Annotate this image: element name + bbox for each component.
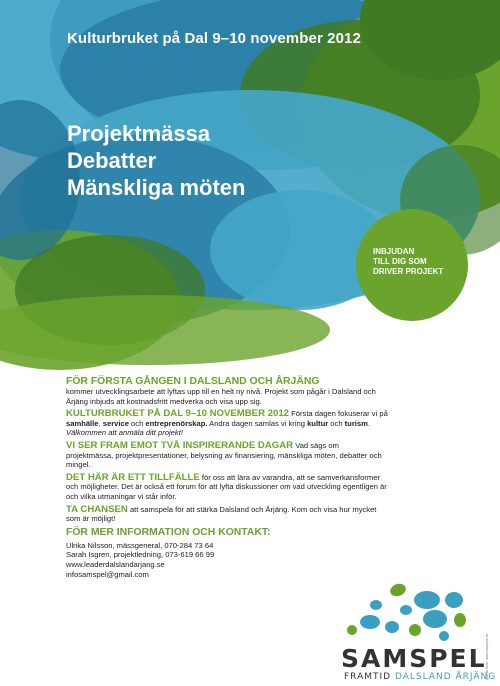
invitation-badge: [373, 247, 443, 277]
keyword-turism: turism: [344, 418, 368, 428]
kulturbruket-text: Andra dagen samlas vi kring: [207, 418, 308, 428]
intro-block: [66, 376, 388, 406]
kulturbruket-text: och: [128, 418, 146, 428]
event-title: Kulturbruket på Dal 9–10 november 2012: [67, 30, 361, 47]
headline-line: Debatter: [67, 148, 157, 173]
logo-tagline: [344, 672, 496, 682]
kulturbruket-text: ,: [98, 418, 103, 428]
kulturbruket-block: [66, 409, 388, 438]
logo-tagline-framtid: FRAMTID: [344, 672, 395, 682]
days-block: [66, 441, 388, 470]
design-credit: grafisk form: www.example.se: [485, 633, 489, 680]
keyword-service: service: [102, 418, 129, 428]
opportunity-text: för oss att lära av varandra, att se samverkansformer och möjligheter. Det är också ett forum för att lyfta diskussioner om vad utveckling egentligen är och vilka utmaningar vi står inför.: [66, 472, 387, 501]
contact-heading: FÖR MER INFORMATION OCH KONTAKT:: [66, 526, 271, 538]
logo-tagline-region: DALSLAND ÅRJÄNG: [394, 672, 497, 682]
headline-line: Mänskliga möten: [67, 175, 246, 200]
chance-heading: TA CHANSEN: [66, 503, 128, 515]
intro-text: kommer utvecklingsarbete att lyftas upp till en helt ny nivå. Projekt som pågår i Dalsland och Årjäng inbjuds att kostnadsfritt medverka och visa upp sig.: [66, 387, 376, 406]
invite-line: INBJUDAN: [373, 247, 415, 256]
days-heading: VI SER FRAM EMOT TVÅ INSPIRERANDE DAGAR: [66, 439, 294, 451]
contact-website-link[interactable]: www.leaderdalslandarjang.se: [66, 559, 165, 569]
contact-ulrika: Ulrika Nilsson, mässgeneral, 070-284 73 64: [66, 540, 214, 550]
invite-line: DRIVER PROJEKT: [373, 267, 444, 276]
contact-email-link[interactable]: infosamspel@gmail.com: [66, 569, 149, 579]
contact-sarah: Sarah Isgren, projektledning, 073-619 66 99: [66, 550, 215, 560]
logo-wordmark: SAMSPEL: [341, 644, 487, 673]
opportunity-heading: DET HÄR ÄR ETT TILLFÄLLE: [66, 471, 200, 483]
invite-line: TILL DIG SOM: [373, 257, 427, 266]
keyword-samhalle: samhälle: [66, 418, 99, 428]
chance-block: [66, 505, 388, 524]
opportunity-block: [66, 473, 388, 502]
chance-text: att samspela för att stärka Dalsland och Årjäng. Kom och visa hur mycket som är möjligt!: [66, 504, 377, 524]
body-text: [66, 376, 388, 579]
headline: [67, 120, 245, 201]
kulturbruket-heading: KULTURBRUKET PÅ DAL 9–10 NOVEMBER 2012: [66, 408, 290, 420]
days-text: Vad sägs om projektmässa, projektpresentationer, belysning av finansiering, mänskliga möten, debatter och mingel.: [66, 440, 382, 470]
kulturbruket-text: .: [367, 418, 370, 428]
kulturbruket-text: och: [328, 418, 345, 428]
kulturbruket-text: Första dagen fokuserar vi på: [289, 409, 388, 419]
welcome-note: Välkommen att anmäla ditt projekt!: [66, 428, 183, 438]
headline-line: Projektmässa: [67, 121, 211, 146]
intro-heading: FÖR FÖRSTA GÅNGEN I DALSLAND OCH ÅRJÄNG: [66, 376, 320, 387]
keyword-entreprenorskap: entreprenörskap.: [145, 418, 208, 428]
keyword-kultur: kultur: [307, 418, 329, 428]
